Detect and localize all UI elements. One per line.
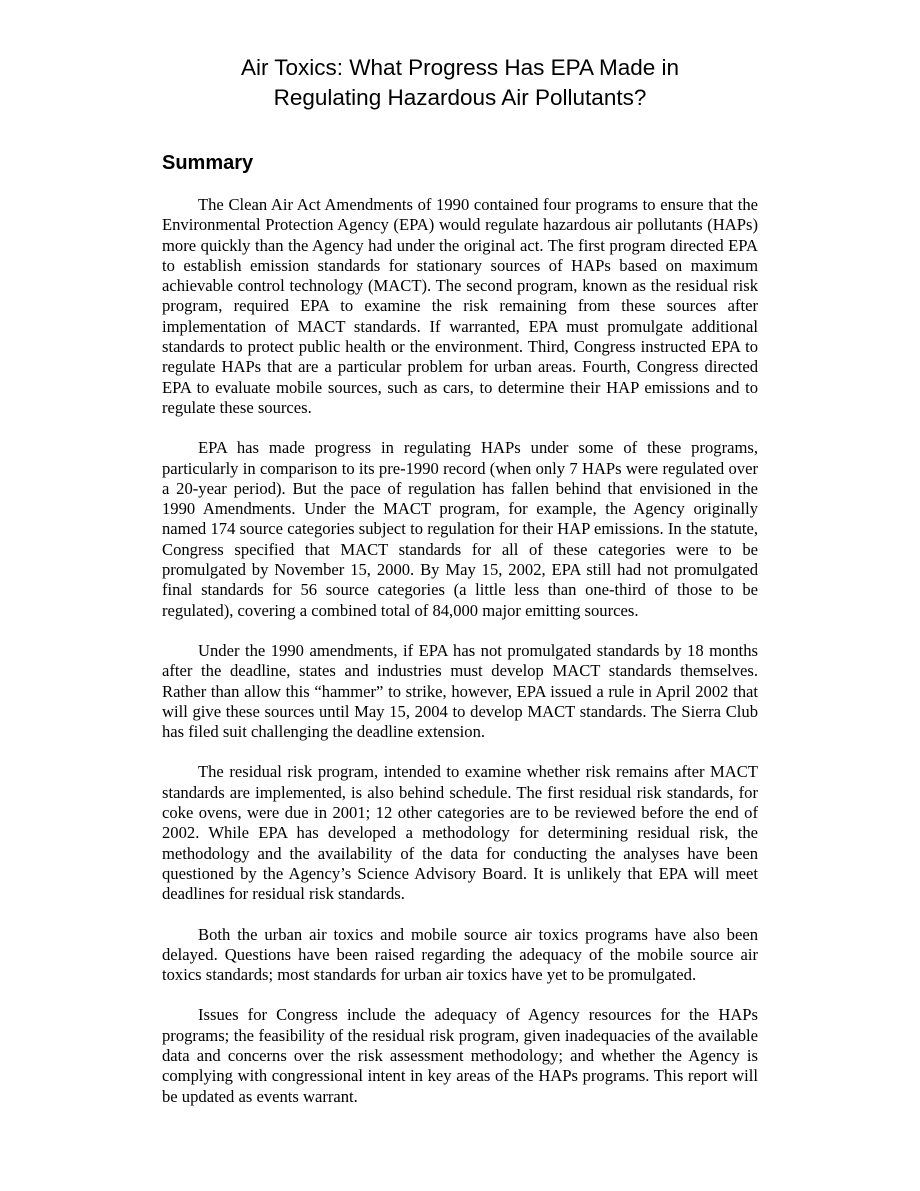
- summary-paragraph-2: EPA has made progress in regulating HAPs under some of these programs, particularly in comparison to its pre-1990 record (when only 7 HAPs were regulated over a 20-year period). But the pace of regulation has fallen behind that envisioned in the 1990 Amendments. Under the MACT program, for example, the Agency originally named 174 source categories subject to regulation for their HAP emissions. In the statute, Congress specified that MACT standards for all of these categories were to be promulgated by November 15, 2000. By May 15, 2002, EPA still had not promulgated final standards for 56 source categories (a little less than one-third of those to be regulated), covering a combined total of 84,000 major emitting sources.: [162, 438, 758, 620]
- summary-paragraph-5: Both the urban air toxics and mobile source air toxics programs have also been delayed. Questions have been raised regarding the adequacy of the mobile source air toxics standards; most standards for urban air toxics have yet to be promulgated.: [162, 924, 758, 985]
- summary-paragraph-3: Under the 1990 amendments, if EPA has not promulgated standards by 18 months after the deadline, states and industries must develop MACT standards themselves. Rather than allow this “hammer” to strike, however, EPA issued a rule in April 2002 that will give these sources until May 15, 2004 to develop MACT standards. The Sierra Club has filed suit challenging the deadline extension.: [162, 640, 758, 742]
- document-page: [162, 53, 758, 1127]
- summary-paragraph-1: The Clean Air Act Amendments of 1990 contained four programs to ensure that the Environmental Protection Agency (EPA) would regulate hazardous air pollutants (HAPs) more quickly than the Agency had under the original act. The first program directed EPA to establish emission standards for stationary sources of HAPs based on maximum achievable control technology (MACT). The second program, known as the residual risk program, required EPA to examine the risk remaining from these sources after implementation of MACT standards. If warranted, EPA must promulgate additional standards to protect public health or the environment. Third, Congress instructed EPA to regulate HAPs that are a particular problem for urban areas. Fourth, Congress directed EPA to evaluate mobile sources, such as cars, to determine their HAP emissions and to regulate these sources.: [162, 195, 758, 417]
- summary-heading: Summary: [162, 152, 254, 174]
- title-line-1: Air Toxics: What Progress Has EPA Made in: [240, 55, 680, 80]
- summary-paragraph-6: Issues for Congress include the adequacy of Agency resources for the HAPs programs; the feasibility of the residual risk program, given inadequacies of the available data and concerns over the risk assessment methodology; and whether the Agency is complying with congressional intent in key areas of the HAPs programs. This report will be updated as events warrant.: [162, 1005, 758, 1106]
- title-line-2: Regulating Hazardous Air Pollutants?: [273, 85, 647, 110]
- summary-paragraph-4: The residual risk program, intended to examine whether risk remains after MACT standards are implemented, is also behind schedule. The first residual risk standards, for coke ovens, were due in 2001; 12 other categories are to be reviewed before the end of 2002. While EPA has developed a methodology for determining residual risk, the methodology and the availability of the data for conducting the analyses have been questioned by the Agency’s Science Advisory Board. It is unlikely that EPA will meet deadlines for residual risk standards.: [162, 762, 758, 904]
- document-title: [162, 53, 758, 113]
